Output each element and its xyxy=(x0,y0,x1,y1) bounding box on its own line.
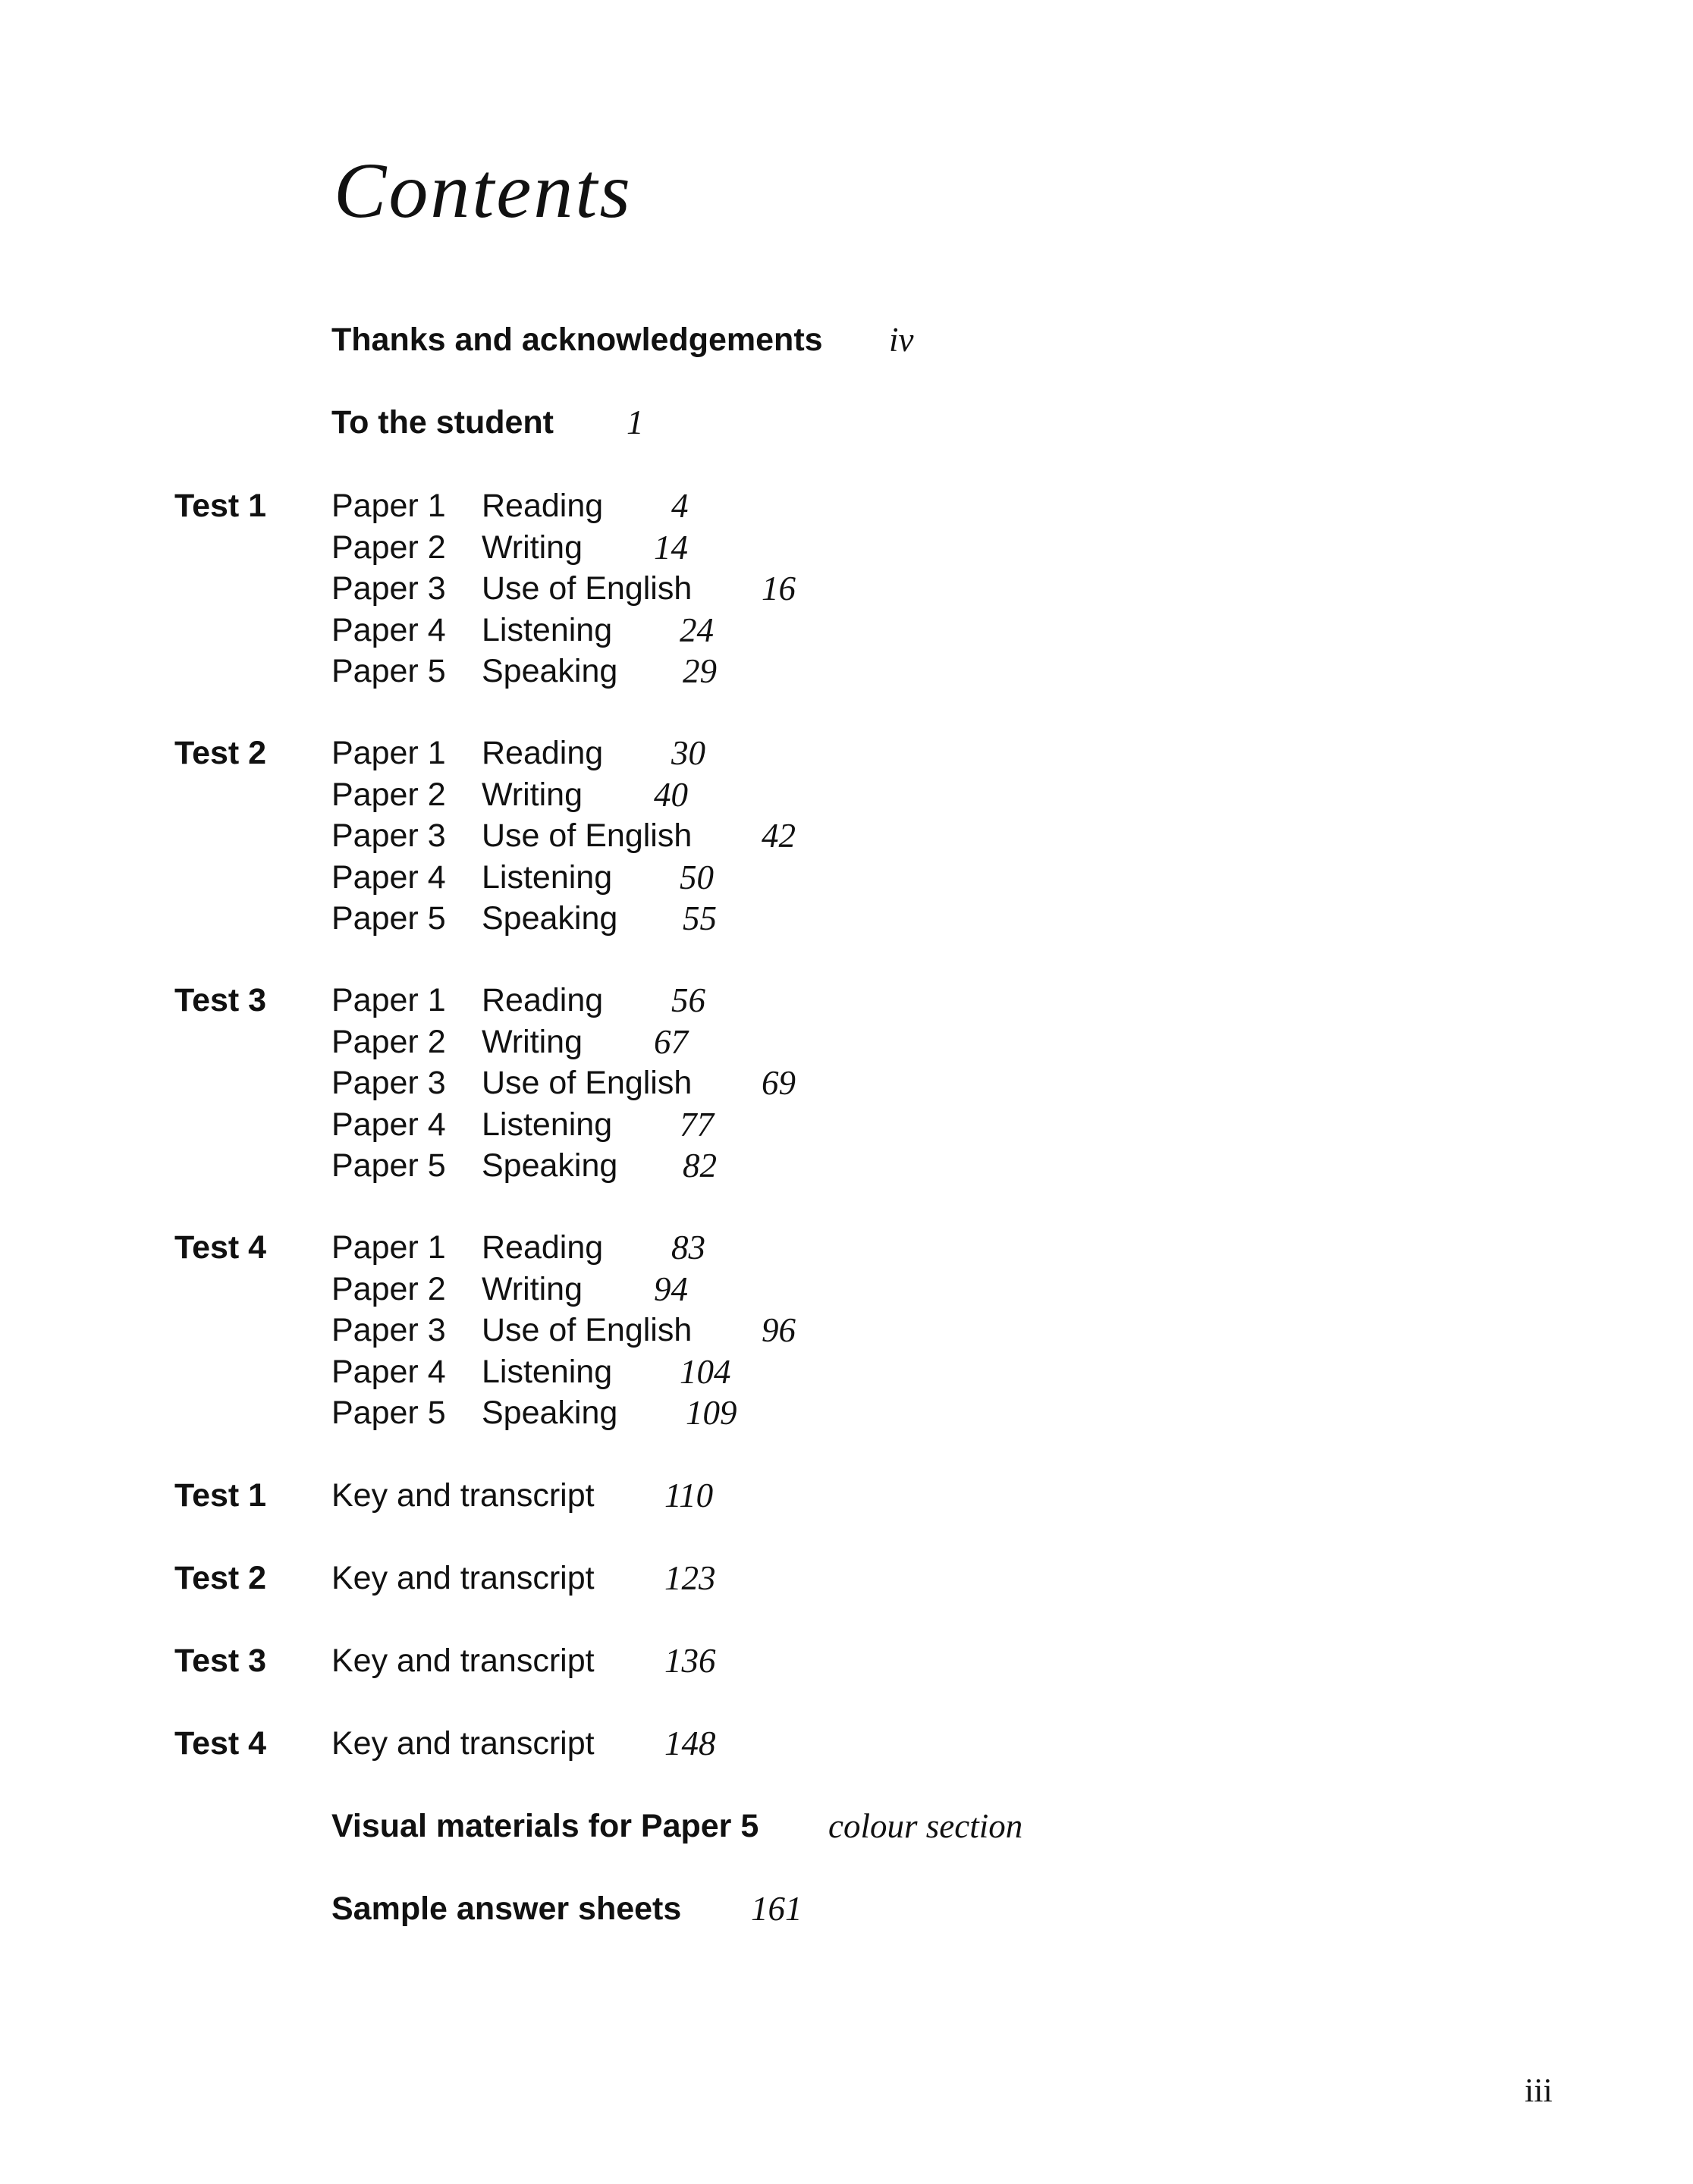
toc-page-number: 83 xyxy=(671,1228,705,1266)
section-label: Listening xyxy=(482,1354,613,1390)
test-label: Test 4 xyxy=(174,1725,267,1762)
paper-label: Paper 4 xyxy=(331,859,446,896)
toc-row[interactable] xyxy=(0,485,1693,526)
section-label: Writing xyxy=(482,1271,583,1307)
paper-label: Paper 4 xyxy=(331,612,446,648)
toc-page-number: colour section xyxy=(828,1807,1023,1845)
toc-page-number: 42 xyxy=(762,817,796,855)
toc-row[interactable] xyxy=(0,733,1693,774)
toc-page-number: 96 xyxy=(762,1311,796,1349)
section-label: Reading xyxy=(482,488,604,524)
paper-label: Paper 3 xyxy=(331,1312,446,1348)
toc-page-number: 29 xyxy=(683,652,717,690)
paper-label: Paper 4 xyxy=(331,1106,446,1143)
toc-page-number: 77 xyxy=(680,1106,714,1144)
toc-entry-to-the-student[interactable] xyxy=(0,402,1693,443)
test-label: Test 1 xyxy=(174,488,267,524)
toc-page-number: 136 xyxy=(664,1642,716,1680)
toc-page-number: 123 xyxy=(664,1559,716,1597)
section-label: Use of English xyxy=(482,817,693,854)
test-label: Test 3 xyxy=(174,1643,267,1679)
toc-row[interactable] xyxy=(0,980,1693,1021)
toc-entry-label: Visual materials for Paper 5 xyxy=(331,1808,759,1844)
toc-row[interactable] xyxy=(0,857,1693,898)
section-label: Writing xyxy=(482,1024,583,1060)
toc-row[interactable] xyxy=(0,898,1693,939)
toc-page-number: 104 xyxy=(680,1353,731,1391)
section-label: Reading xyxy=(482,982,604,1018)
toc-page-number: 30 xyxy=(671,734,705,772)
toc-page-number: 69 xyxy=(762,1064,796,1102)
toc-entry-label: Thanks and acknowledgements xyxy=(331,322,823,358)
section-label: Use of English xyxy=(482,570,693,607)
section-label: Speaking xyxy=(482,1147,618,1184)
paper-label: Paper 2 xyxy=(331,1024,446,1060)
paper-label: Paper 1 xyxy=(331,1229,446,1266)
toc-page-number: 94 xyxy=(654,1270,688,1308)
toc-page-number: 24 xyxy=(680,611,714,649)
toc-entry-thanks[interactable] xyxy=(0,319,1693,360)
toc-page-number: 4 xyxy=(671,487,689,525)
section-label: Listening xyxy=(482,1106,613,1143)
section-label: Reading xyxy=(482,735,604,771)
section-label: Use of English xyxy=(482,1065,693,1101)
toc-page-number: 50 xyxy=(680,858,714,896)
toc-page-number: 161 xyxy=(751,1890,803,1928)
toc-page-number: 148 xyxy=(664,1724,716,1762)
section-label: Speaking xyxy=(482,1395,618,1431)
toc-row[interactable] xyxy=(0,774,1693,815)
toc-row-key[interactable] xyxy=(0,1723,1693,1764)
paper-label: Paper 5 xyxy=(331,1147,446,1184)
toc-entry-label: To the student xyxy=(331,404,554,441)
paper-label: Paper 2 xyxy=(331,1271,446,1307)
toc-page-number: 1 xyxy=(627,403,644,441)
toc-row[interactable] xyxy=(0,527,1693,568)
toc-page-number: 82 xyxy=(683,1147,717,1185)
paper-label: Paper 5 xyxy=(331,653,446,689)
toc-row[interactable] xyxy=(0,651,1693,692)
section-label: Listening xyxy=(482,612,613,648)
toc-row[interactable] xyxy=(0,815,1693,856)
toc-row[interactable] xyxy=(0,610,1693,651)
toc-row-key[interactable] xyxy=(0,1475,1693,1516)
toc-page-number: iv xyxy=(889,321,914,359)
test-label: Test 4 xyxy=(174,1229,267,1266)
key-label: Key and transcript xyxy=(331,1643,595,1679)
toc-row[interactable] xyxy=(0,1392,1693,1433)
toc-entry-label: Sample answer sheets xyxy=(331,1891,682,1927)
toc-row[interactable] xyxy=(0,1310,1693,1351)
toc-row[interactable] xyxy=(0,1062,1693,1103)
toc-page-number: 56 xyxy=(671,981,705,1019)
paper-label: Paper 1 xyxy=(331,982,446,1018)
paper-label: Paper 2 xyxy=(331,529,446,566)
section-label: Speaking xyxy=(482,900,618,937)
paper-label: Paper 5 xyxy=(331,900,446,937)
section-label: Speaking xyxy=(482,653,618,689)
page-folio: iii xyxy=(1525,2072,1553,2109)
test-label: Test 3 xyxy=(174,982,267,1018)
toc-row-key[interactable] xyxy=(0,1558,1693,1599)
section-label: Reading xyxy=(482,1229,604,1266)
test-label: Test 2 xyxy=(174,1560,267,1596)
key-label: Key and transcript xyxy=(331,1725,595,1762)
key-label: Key and transcript xyxy=(331,1560,595,1596)
paper-label: Paper 5 xyxy=(331,1395,446,1431)
section-label: Writing xyxy=(482,777,583,813)
toc-row[interactable] xyxy=(0,1227,1693,1268)
toc-page-number: 40 xyxy=(654,776,688,814)
toc-page-number: 109 xyxy=(686,1394,737,1432)
toc-entry-visual-materials[interactable] xyxy=(0,1806,1693,1847)
section-label: Listening xyxy=(482,859,613,896)
toc-row[interactable] xyxy=(0,568,1693,609)
paper-label: Paper 1 xyxy=(331,735,446,771)
toc-entry-sample-answer-sheets[interactable] xyxy=(0,1888,1693,1929)
toc-page-number: 55 xyxy=(683,899,717,937)
toc-row[interactable] xyxy=(0,1269,1693,1310)
toc-page-number: 67 xyxy=(654,1023,688,1061)
paper-label: Paper 4 xyxy=(331,1354,446,1390)
paper-label: Paper 2 xyxy=(331,777,446,813)
toc-row[interactable] xyxy=(0,1145,1693,1186)
toc-row[interactable] xyxy=(0,1104,1693,1145)
paper-label: Paper 3 xyxy=(331,1065,446,1101)
page-title: Contents xyxy=(334,147,633,234)
paper-label: Paper 1 xyxy=(331,488,446,524)
test-label: Test 2 xyxy=(174,735,267,771)
key-label: Key and transcript xyxy=(331,1477,595,1514)
paper-label: Paper 3 xyxy=(331,817,446,854)
section-label: Writing xyxy=(482,529,583,566)
toc-page-number: 16 xyxy=(762,570,796,607)
toc-row-key[interactable] xyxy=(0,1640,1693,1681)
toc-row[interactable] xyxy=(0,1351,1693,1392)
toc-page-number: 110 xyxy=(664,1476,714,1514)
toc-row[interactable] xyxy=(0,1021,1693,1062)
paper-label: Paper 3 xyxy=(331,570,446,607)
test-label: Test 1 xyxy=(174,1477,267,1514)
section-label: Use of English xyxy=(482,1312,693,1348)
toc-page-number: 14 xyxy=(654,529,688,566)
